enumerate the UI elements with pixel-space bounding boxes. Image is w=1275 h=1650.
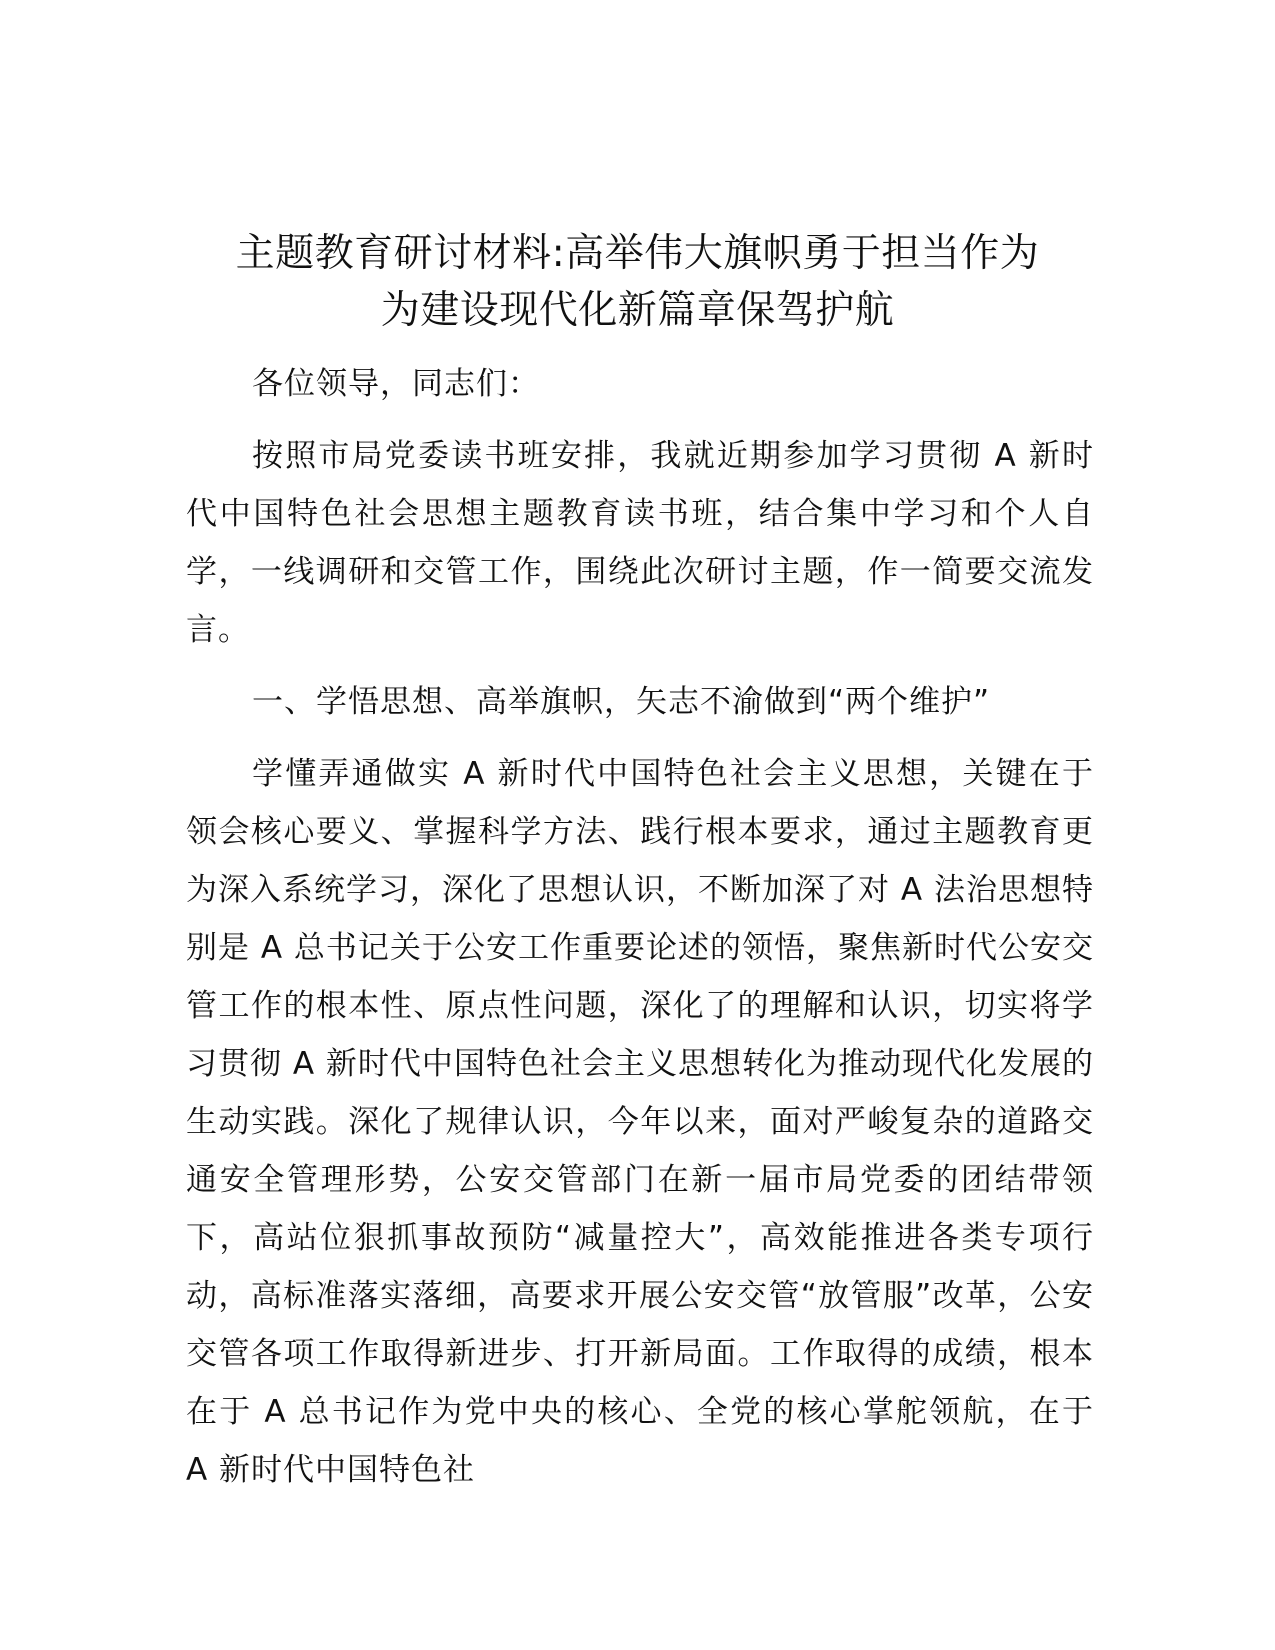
- section-body-paragraph: 学懂弄通做实 A 新时代中国特色社会主义思想，关键在于领会核心要义、掌握科学方法、践行根本要求，通过主题教育更为深入系统学习，深化了思想认识，不断加深了对 A 法治思想特别是 A 总书记关于公安工作重要论述的领悟，聚焦新时代公安交管工作的根本性、原点性问题，深化了的理解和认识，切实将学习贯彻 A 新时代中国特色社会主义思想转化为推动现代化发展的生动实践。深化了规律认识，今年以来，面对严峻复杂的道路交通安全管理形势，公安交管部门在新一届市局党委的团结带领下，高站位狠抓事故预防“减量控大”，高效能推进各类专项行动，高标准落实落细，高要求开展公安交管“放管服”改革，公安交管各项工作取得新进步、打开新局面。工作取得的成绩，根本在于 A 总书记作为党中央的核心、全党的核心掌舵领航，在于 A 新时代中国特色社: [186, 756, 1094, 1488]
- section-heading: 一、学悟思想、高举旗帜，矢志不渝做到“两个维护”: [252, 684, 991, 720]
- intro-paragraph: 按照市局党委读书班安排，我就近期参加学习贯彻 A 新时代中国特色社会思想主题教育读书班，结合集中学习和个人自学，一线调研和交管工作，围绕此次研讨主题，作一简要交流发言。: [186, 438, 1094, 648]
- greeting-paragraph: 各位领导，同志们：: [252, 366, 540, 402]
- title-line-2: 为建设现代化新篇章保驾护航: [380, 288, 895, 333]
- document-body: [186, 355, 1094, 1499]
- document-title: [160, 225, 1115, 339]
- title-line-1: 主题教育研讨材料:高举伟大旗帜勇于担当作为: [235, 231, 1040, 276]
